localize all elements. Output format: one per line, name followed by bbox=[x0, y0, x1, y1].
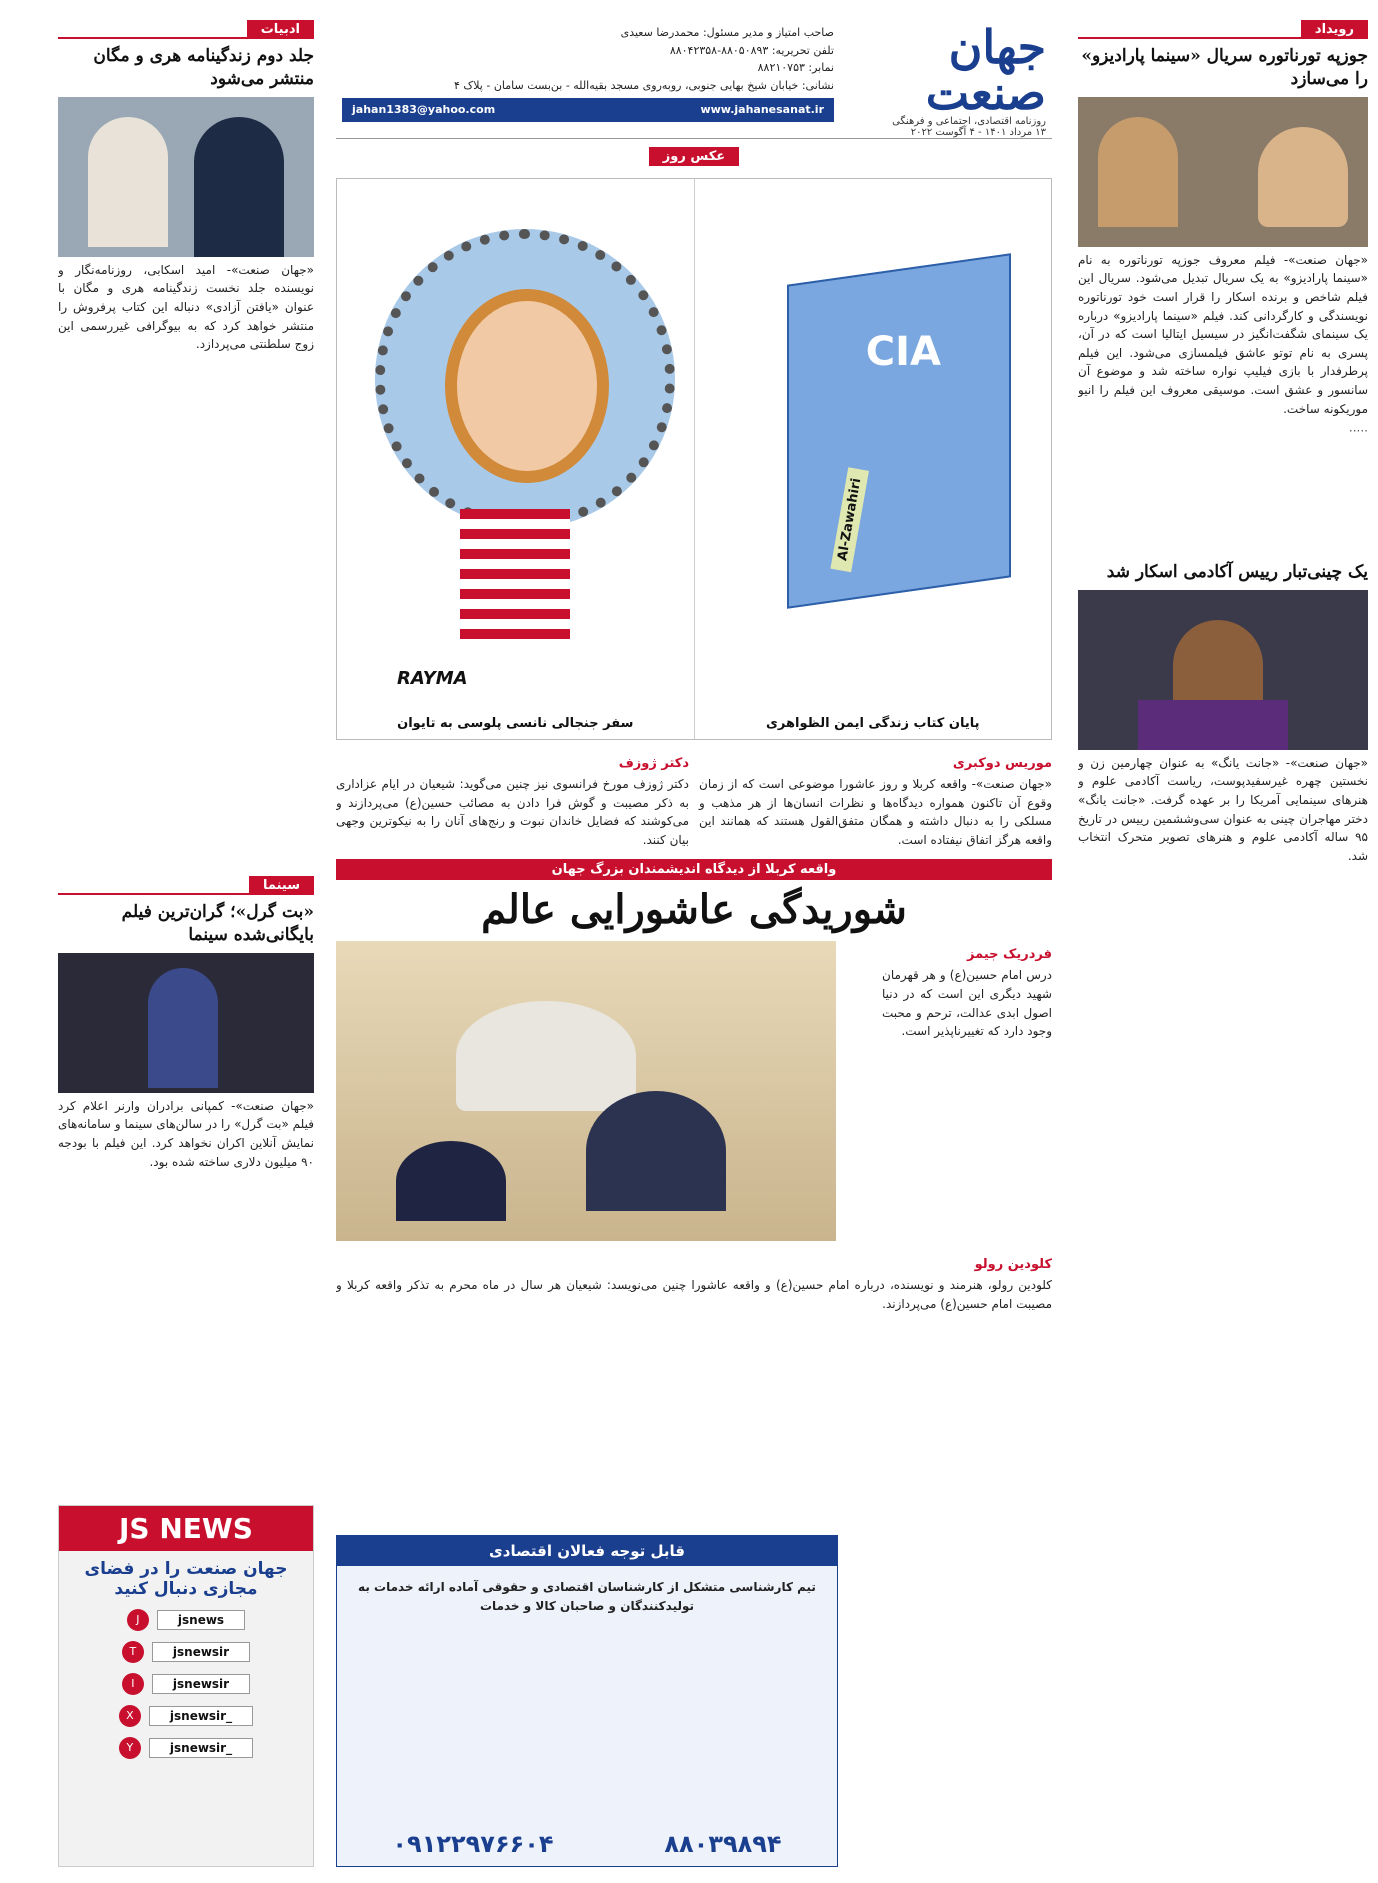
publisher: صاحب امتیاز و مدیر مسئول: محمدرضا سعیدی bbox=[620, 26, 834, 39]
address: نشانی: خیابان شیخ بهایی جنوبی، روبه‌روی مسجد بقیه‌الله - بن‌بست سامان - پلاک ۴ bbox=[453, 78, 834, 92]
side-text bbox=[882, 941, 1052, 1044]
story-body: «جهان صنعت»- امید اسکابی، روزنامه‌نگار و نویسنده جلد نخست زندگینامه هری و مگان با عنوان «یافتن آزادی» دنباله این کتاب پرفروش را منتشر خواهد کرد که به بیوگرافی غیررسمی این زوج سلطنتی می‌پردازد. bbox=[58, 262, 314, 352]
youtube-icon: Y bbox=[119, 1737, 141, 1759]
story-body: «جهان صنعت»- فیلم معروف جوزپه تورناتوره به نام «سینما پارادیزو» به یک سریال تبدیل می‌شود. سریال این فیلم شاخص و برنده اسکار را قرار است خود تورناتوره نویسندگی و کارگردانی کند. فیلم «سینما پارادیزو» درباره یک سینمای شگفت‌انگیز در سیسیل ایتالیا است که در آن، پسری به نام توتو عاشق فیلمسازی می‌شود. این فیلم پرطرفدار با بازی فیلیپ نواره ساخته شد و موضوع آن سانسور و عشق است. موسیقی معروف این فیلم را انیو موریکونه ساخت. bbox=[1078, 252, 1368, 416]
ad-phone-mobile[interactable]: ۰۹۱۲۲۹۷۶۶۰۴ bbox=[392, 1830, 554, 1858]
logo-block bbox=[840, 18, 1052, 138]
article-bottom bbox=[336, 1251, 1052, 1317]
paragraph: درس امام حسین(ع) و هر قهرمان شهید دیگری این است که در دنیا اصول ابدی عدالت، ترحم و محبت وجود دارد که تغییرناپذیر است. bbox=[882, 968, 1052, 1039]
paragraph: «جهان صنعت»- واقعه کربلا و روز عاشورا موضوعی است که از زمان وقوع آن تاکنون همواره دیدگاه‌ها و نظرات انسان‌ها از هر مذهب و مسلکی را به دنبال داشته و همگان متفق‌القول هستند که همانند این واقعه هرگز اتفاق نیفتاده است. bbox=[699, 777, 1052, 847]
right-column: رویداد جوزپه تورناتوره سریال «سینما پارادیزو» را می‌سازد «جهان صنعت»- فیلم معروف جوزپه تورناتوره به نام «سینما پارادیزو» به یک سریال تبدیل می‌شود. سریال این فیلم شاخص و برنده اسکار را قرار است خود تورناتوره نویسندگی و کارگردانی کند. فیلم «سینما پارادیزو» درباره یک سینمای شگفت‌انگیز در سیسیل ایتالیا است که در آن، پسری به نام توتو عاشق فیلمسازی می‌شود. این فیلم پرطرفدار با بازی فیلیپ نواره ساخته شد و موضوع آن سانسور و عشق است. موسیقی معروف این فیلم را انیو موریکونه ساخت. ····· یک چینی‌تبار رییس آکادمی اسکار شد «جهان صنعت»- «جانت یانگ» به عنوان چهارمین زن و نخستین چهره غیرسفیدپوست، ریاست آکادمی علوم و هنرهای سینمایی آمریکا را بر عهده گرفت. «جانت یانگ» دختر مهاجران چینی به عنوان سی‌وششمین رییس در تاریخ ۹۵ ساله آکادمی علوم و هنرهای تصویر متحرک انتخاب شد. bbox=[1078, 18, 1368, 1867]
masthead bbox=[336, 18, 1052, 139]
telegram-icon: J bbox=[127, 1609, 149, 1631]
ad-title: قابل توجه فعالان اقتصادی bbox=[337, 1536, 837, 1566]
cinema-paradiso-photo bbox=[1078, 97, 1368, 247]
subhead: فردریک جیمز bbox=[967, 947, 1052, 963]
twitter-icon: T bbox=[122, 1641, 144, 1663]
batgirl-photo bbox=[58, 953, 314, 1093]
jsnews-logo: JS NEWS bbox=[59, 1506, 313, 1551]
social-instagram[interactable]: I jsnewsir bbox=[59, 1673, 313, 1695]
paragraph: دکتر ژوزف مورخ فرانسوی نیز چنین می‌گوید: شیعیان در ایام عزاداری به ذکر مصیبت و گوش فرا دادن به مصائب حسین(ع) می‌پردازند و می‌کوشند که فضایل خاندان نبوت و رنج‌های آنان را به نیکوترین وجهی بیان کنند. bbox=[336, 777, 689, 847]
cartoon-caption: پایان کتاب زندگی ایمن الظواهری bbox=[766, 716, 980, 731]
issue-date: ۱۳ مرداد ۱۴۰۱ - ۴ آگوست ۲۰۲۲ bbox=[910, 127, 1046, 138]
story-headline: یک چینی‌تبار رییس آکادمی اسکار شد bbox=[1106, 561, 1368, 582]
cartoonist-signature: RAYMA bbox=[397, 668, 468, 689]
article-lead bbox=[336, 750, 1052, 853]
social-twitter[interactable]: T jsnewsir bbox=[59, 1641, 313, 1663]
story-headline: «بت گرل»؛ گران‌ترین فیلم بایگانی‌شده سینما bbox=[121, 901, 314, 945]
kicker: واقعه کربلا از دیدگاه اندیشمندان بزرگ جهان bbox=[336, 859, 1052, 880]
fax: نمابر: ۸۸۲۱۰۷۵۳ bbox=[757, 61, 834, 75]
cartoon-cia bbox=[694, 179, 1052, 739]
photo-label: عکس روز bbox=[649, 147, 739, 166]
cia-label: CIA bbox=[865, 329, 941, 375]
phone: تلفن تحریریه: ۸۸۰۵۰۸۹۳-۸۸۰۴۲۳۵۸ bbox=[669, 43, 834, 57]
ad-phone-office[interactable]: ۸۸۰۳۹۸۹۴ bbox=[664, 1830, 782, 1858]
story-headline: جلد دوم زندگینامه هری و مگان منتشر می‌شود bbox=[93, 46, 314, 89]
website-link[interactable]: www.jahanesanat.ir bbox=[700, 103, 824, 117]
social-x[interactable]: X jsnewsir_ bbox=[59, 1705, 313, 1727]
folder-tab: Al-Zawahiri bbox=[830, 467, 869, 573]
ad-phones bbox=[337, 1830, 837, 1858]
instagram-icon: I bbox=[122, 1673, 144, 1695]
left-column bbox=[58, 18, 314, 1867]
promo-text: جهان صنعت را در فضای مجازی دنبال کنید bbox=[84, 1559, 288, 1599]
story-body: «جهان صنعت»- کمپانی برادران وارنر اعلام کرد فیلم «بت گرل» را در سالن‌های سینما و سامانه‌های نمایش آنلاین اکران نخواهد کرد. این فیلم با بودجه ۹۰ میلیون دلاری ساخته شده بود. bbox=[58, 1098, 314, 1169]
tagline: روزنامه اقتصادی، اجتماعی و فرهنگی bbox=[892, 116, 1046, 127]
newspaper-logo: جهان صنعت bbox=[925, 20, 1046, 120]
section-tab: سینما bbox=[249, 876, 314, 895]
subhead: موریس دوکبری bbox=[952, 756, 1052, 771]
email-link[interactable]: jahan1383@yahoo.com bbox=[352, 103, 496, 117]
story-body: «جهان صنعت»- «جانت یانگ» به عنوان چهارمین زن و نخستین چهره غیرسفیدپوست، ریاست آکادمی علوم و هنرهای سینمایی آمریکا را بر عهده گرفت. «جانت یانگ» دختر مهاجران چینی به عنوان سی‌وششمین رییس در تاریخ ۹۵ ساله آکادمی علوم و هنرهای تصویر متحرک انتخاب شد. bbox=[1078, 755, 1368, 863]
harry-meghan-photo bbox=[58, 97, 314, 257]
x-icon: X bbox=[119, 1705, 141, 1727]
cartoon-caption: سفر جنجالی نانسی پلوسی به تایوان bbox=[397, 716, 634, 731]
ad-text: تیم کارشناسی متشکل از کارشناسان اقتصادی و حقوقی آماده ارائه خدمات به تولیدکنندگان و صاحبان کالا و خدمات bbox=[358, 1580, 816, 1613]
social-promo bbox=[58, 1505, 314, 1867]
section-tab: رویداد bbox=[1301, 20, 1368, 39]
cartoon-row bbox=[336, 178, 1052, 740]
contact-bar bbox=[342, 98, 834, 122]
social-youtube[interactable]: Y jsnewsir_ bbox=[59, 1737, 313, 1759]
social-telegram[interactable]: J jsnews bbox=[59, 1609, 313, 1631]
subhead: دکتر ژوزف bbox=[618, 756, 689, 771]
janet-yang-photo bbox=[1078, 590, 1368, 750]
ashura-painting bbox=[336, 941, 836, 1241]
publisher-info bbox=[336, 18, 840, 138]
middle-column bbox=[336, 18, 1052, 1867]
main-headline: شوریدگی عاشورایی عالم bbox=[481, 886, 907, 934]
story-headline: جوزپه تورناتوره سریال «سینما پارادیزو» را می‌سازد bbox=[1081, 46, 1368, 89]
advertisement[interactable] bbox=[336, 1535, 838, 1867]
subhead: کلودین رولو bbox=[974, 1257, 1052, 1273]
section-tab: ادبیات bbox=[247, 20, 314, 39]
paragraph: کلودین رولو، هنرمند و نویسنده، درباره امام حسین(ع) و واقعه عاشورا چنین می‌نویسد: شیعیان هر سال در ماه محرم به تذکر واقعه کربلا و مصیبت امام حسین(ع) می‌پردازند. bbox=[336, 1278, 1052, 1311]
cartoon-pelosi bbox=[337, 179, 694, 739]
